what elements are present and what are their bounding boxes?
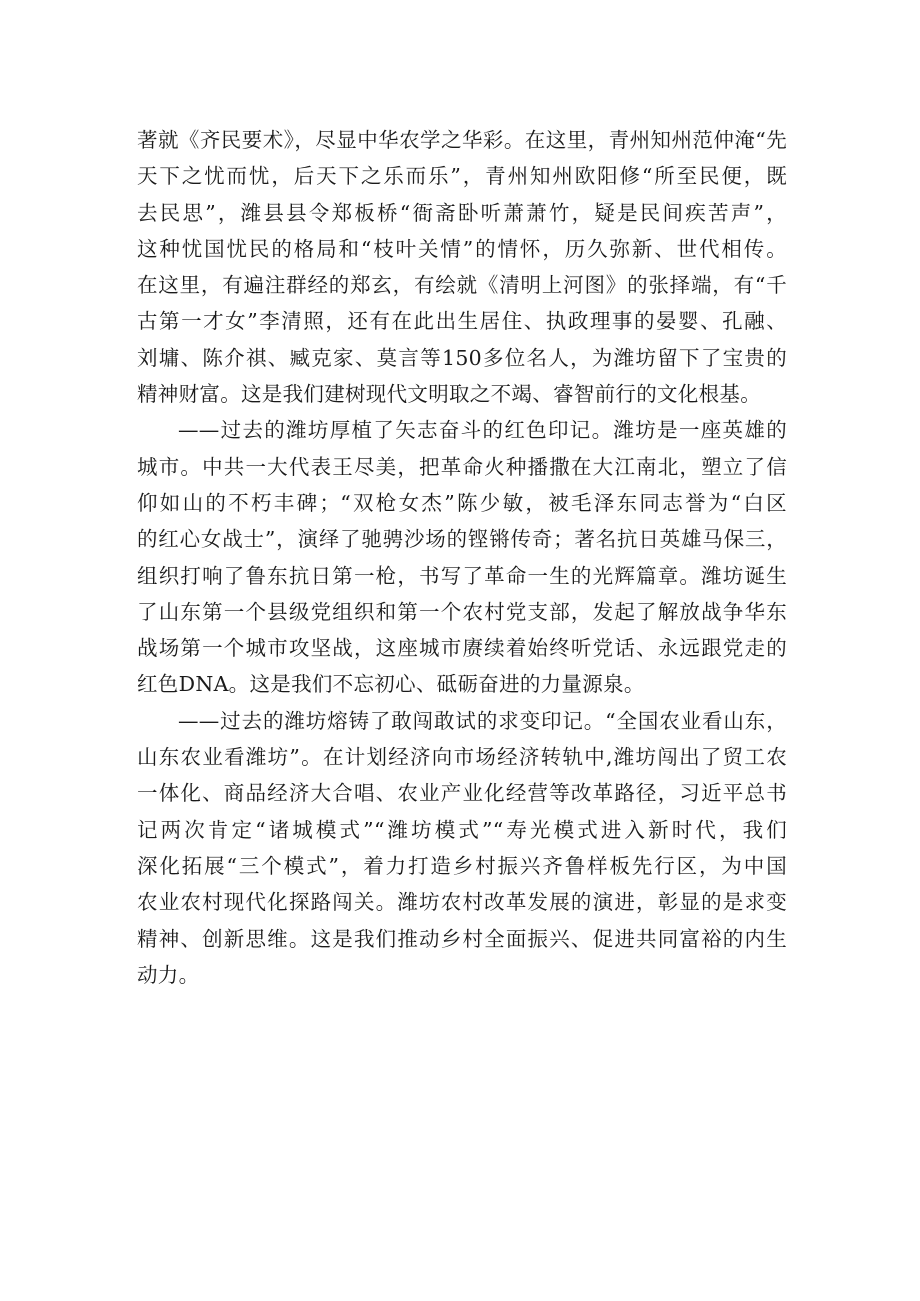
document-body [137, 122, 787, 993]
text-line: 城市。中共一大代表王尽美，把革命火种播撒在大江南北，塑立了信 [137, 454, 787, 479]
paragraph-2 [137, 412, 787, 702]
paragraph-3 [137, 703, 787, 993]
text-line: 精神财富。这是我们建树现代文明取之不竭、睿智前行的文化根基。 [137, 382, 761, 407]
text-line: 著就《齐民要术》，尽显中华农学之华彩。在这里，青州知州范仲淹“先 [137, 128, 787, 152]
text-line: 精神、创新思维。这是我们推动乡村全面振兴、促进共同富裕的内生 [137, 926, 787, 951]
text-line: 刘墉、陈介祺、臧克家、莫言等150多位名人，为潍坊留下了宝贵的 [137, 345, 787, 370]
text-line: 的红心女战士”，演绎了驰骋沙场的铿锵传奇；著名抗日英雄马保三， [137, 527, 787, 552]
text-line: 天下之忧而忧，后天下之乐而乐”，青州知州欧阳修“所至民便，既 [137, 164, 787, 189]
text-line: 红色DNA。这是我们不忘初心、砥砺奋进的力量源泉。 [137, 672, 645, 697]
text-line: 在这里，有遍注群经的郑玄，有绘就《清明上河图》的张择端，有“千 [137, 273, 787, 298]
text-line: 记两次肯定“诸城模式”“潍坊模式”“寿光模式进入新时代，我们 [137, 817, 787, 842]
text-line: 动力。 [137, 962, 200, 987]
text-line: 山东农业看潍坊”。在计划经济向市场经济转轨中,潍坊闯出了贸工农 [137, 745, 787, 770]
text-line: ——过去的潍坊熔铸了敢闯敢试的求变印记。“全国农业看山东， [178, 708, 787, 733]
text-line: 去民思”，潍县县令郑板桥“衙斋卧听萧萧竹，疑是民间疾苦声”， [137, 200, 787, 225]
text-line: 了山东第一个县级党组织和第一个农村党支部，发起了解放战争华东 [137, 599, 787, 624]
text-line: 组织打响了鲁东抗日第一枪，书写了革命一生的光辉篇章。潍坊诞生 [137, 563, 787, 588]
text-line: ——过去的潍坊厚植了矢志奋斗的红色印记。潍坊是一座英雄的 [178, 418, 787, 443]
paragraph-1 [137, 122, 787, 412]
text-line: 一体化、商品经济大合唱、农业产业化经营等改革路径，习近平总书 [137, 781, 787, 806]
text-line: 仰如山的不朽丰碑；“双枪女杰”陈少敏，被毛泽东同志誉为“白区 [137, 490, 787, 515]
text-line: 战场第一个城市攻坚战，这座城市赓续着始终听党话、永远跟党走的 [137, 636, 787, 661]
text-line: 深化拓展“三个模式”，着力打造乡村振兴齐鲁样板先行区，为中国 [137, 853, 787, 878]
text-line: 古第一才女”李清照，还有在此出生居住、执政理事的晏婴、孔融、 [137, 309, 787, 334]
text-line: 农业农村现代化探路闯关。潍坊农村改革发展的演进，彰显的是求变 [137, 890, 787, 915]
text-line: 这种忧国忧民的格局和“枝叶关情”的情怀，历久弥新、世代相传。 [137, 236, 787, 261]
